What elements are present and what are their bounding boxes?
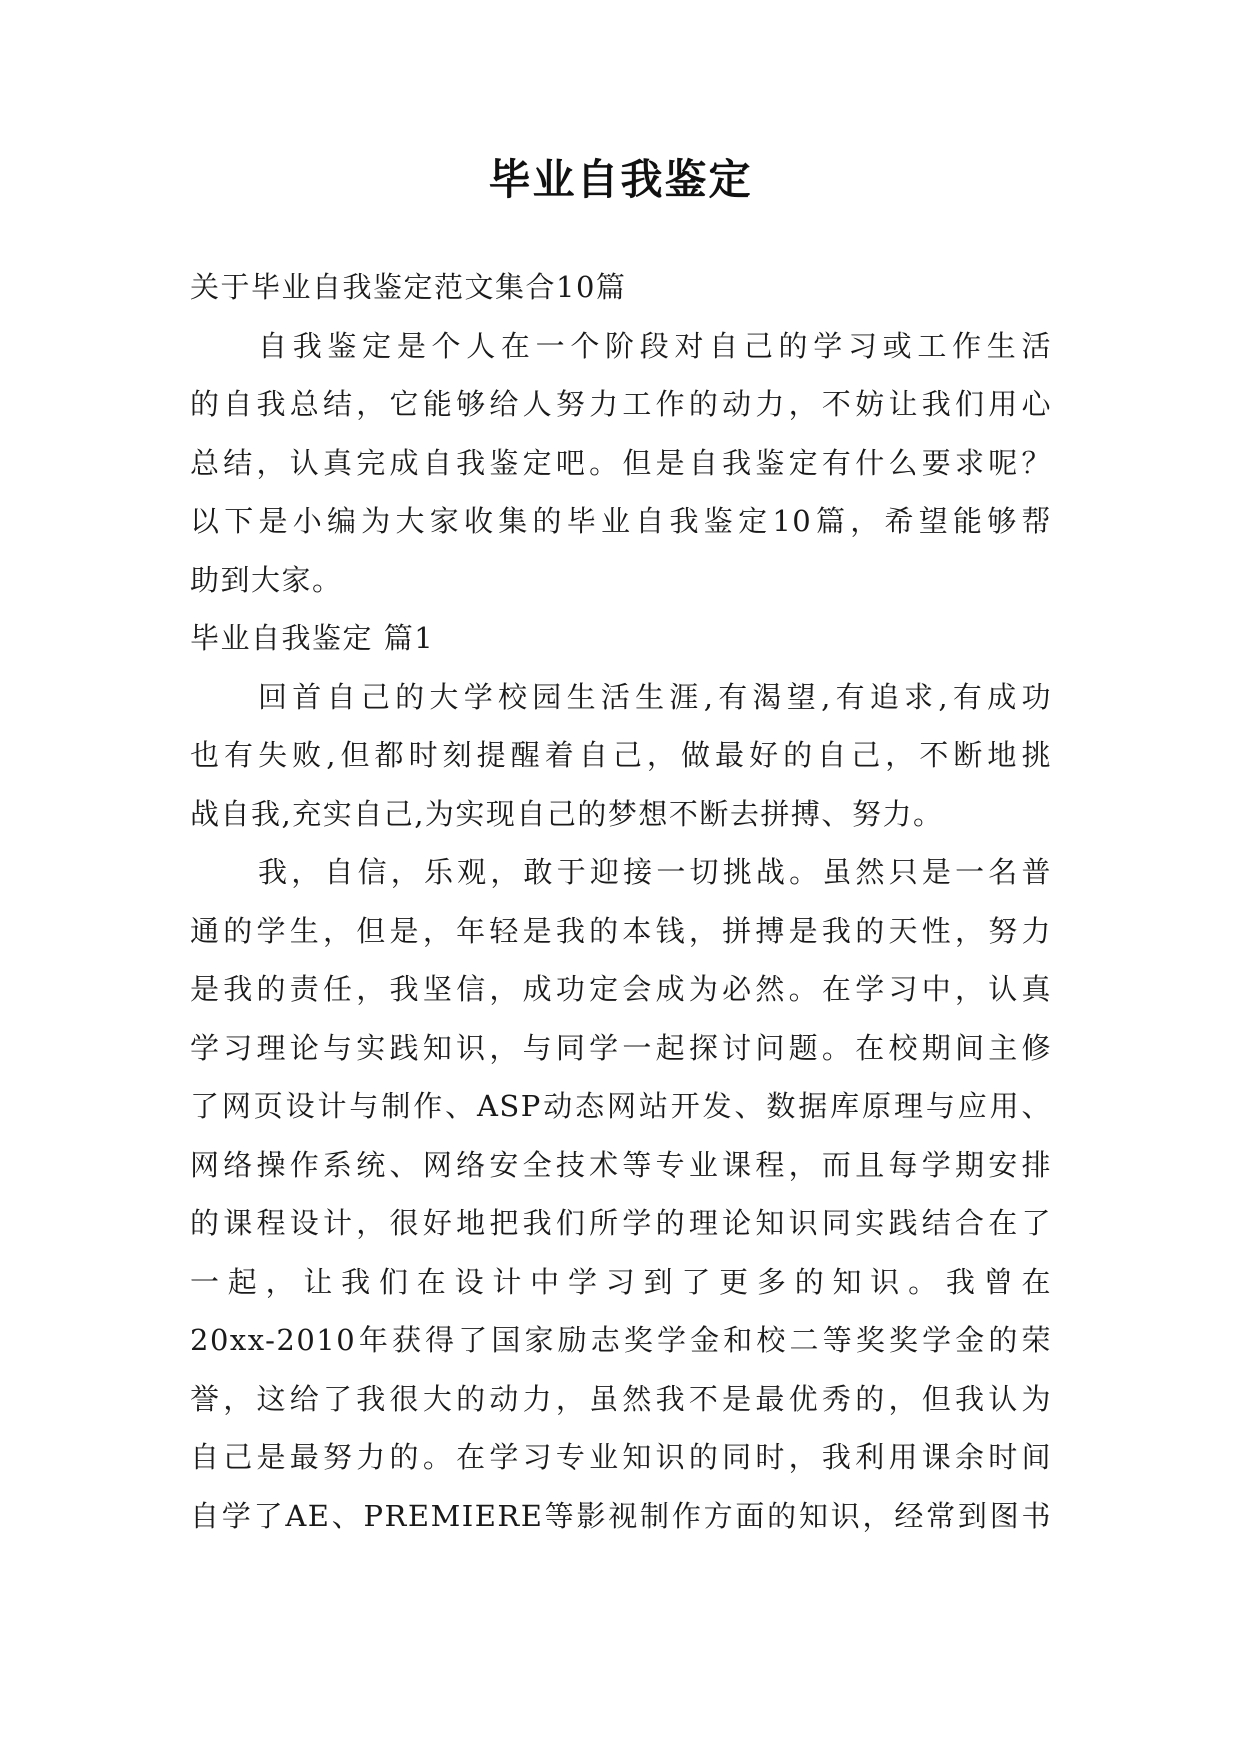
text-line: 通的学生，但是，年轻是我的本钱，拼搏是我的天性，努力 xyxy=(190,913,1052,948)
text-line: 关于毕业自我鉴定范文集合10篇 xyxy=(190,270,627,304)
text-line: 网络操作系统、网络安全技术等专业课程，而且每学期安排 xyxy=(190,1147,1052,1182)
text-line: 学习理论与实践知识，与同学一起探讨问题。在校期间主修 xyxy=(190,1030,1052,1065)
text-line: 自我鉴定是个人在一个阶段对自己的学习或工作生活 xyxy=(258,328,1052,363)
text-line: 自学了AE、PREMIERE等影视制作方面的知识，经常到图书 xyxy=(190,1498,1052,1533)
text-line: 以下是小编为大家收集的毕业自我鉴定10篇，希望能够帮 xyxy=(190,504,1052,538)
text-line: 的自我总结，它能够给人努力工作的动力，不妨让我们用心 xyxy=(190,387,1052,421)
text-line: 战自我,充实自己,为实现自己的梦想不断去拼搏、努力。 xyxy=(190,796,944,831)
text-line: 也有失败,但都时刻提醒着自己，做最好的自己，不断地挑 xyxy=(190,738,1052,772)
text-line: 的课程设计，很好地把我们所学的理论知识同实践结合在了 xyxy=(190,1206,1052,1240)
text-line: 回首自己的大学校园生活生涯,有渴望,有追求,有成功 xyxy=(258,679,1052,714)
text-line: 总结，认真完成自我鉴定吧。但是自我鉴定有什么要求呢？ xyxy=(190,445,1052,480)
text-line: 誉，这给了我很大的动力，虽然我不是最优秀的，但我认为 xyxy=(190,1381,1052,1416)
text-line: 毕业自我鉴定 篇1 xyxy=(190,621,435,655)
text-line: 20xx-2010年获得了国家励志奖学金和校二等奖奖学金的荣 xyxy=(190,1323,1052,1357)
text-line: 一起，让我们在设计中学习到了更多的知识。我曾在 xyxy=(190,1264,1052,1299)
document-body xyxy=(190,258,1052,1545)
text-line: 了网页设计与制作、ASP动态网站开发、数据库原理与应用、 xyxy=(190,1089,1052,1123)
text-line: 自己是最努力的。在学习专业知识的同时，我利用课余时间 xyxy=(190,1440,1052,1474)
text-line: 助到大家。 xyxy=(190,562,343,597)
text-line: 是我的责任，我坚信，成功定会成为必然。在学习中，认真 xyxy=(190,972,1052,1006)
document-title: 毕业自我鉴定 xyxy=(488,155,753,204)
text-line: 我，自信，乐观，敢于迎接一切挑战。虽然只是一名普 xyxy=(258,855,1052,889)
